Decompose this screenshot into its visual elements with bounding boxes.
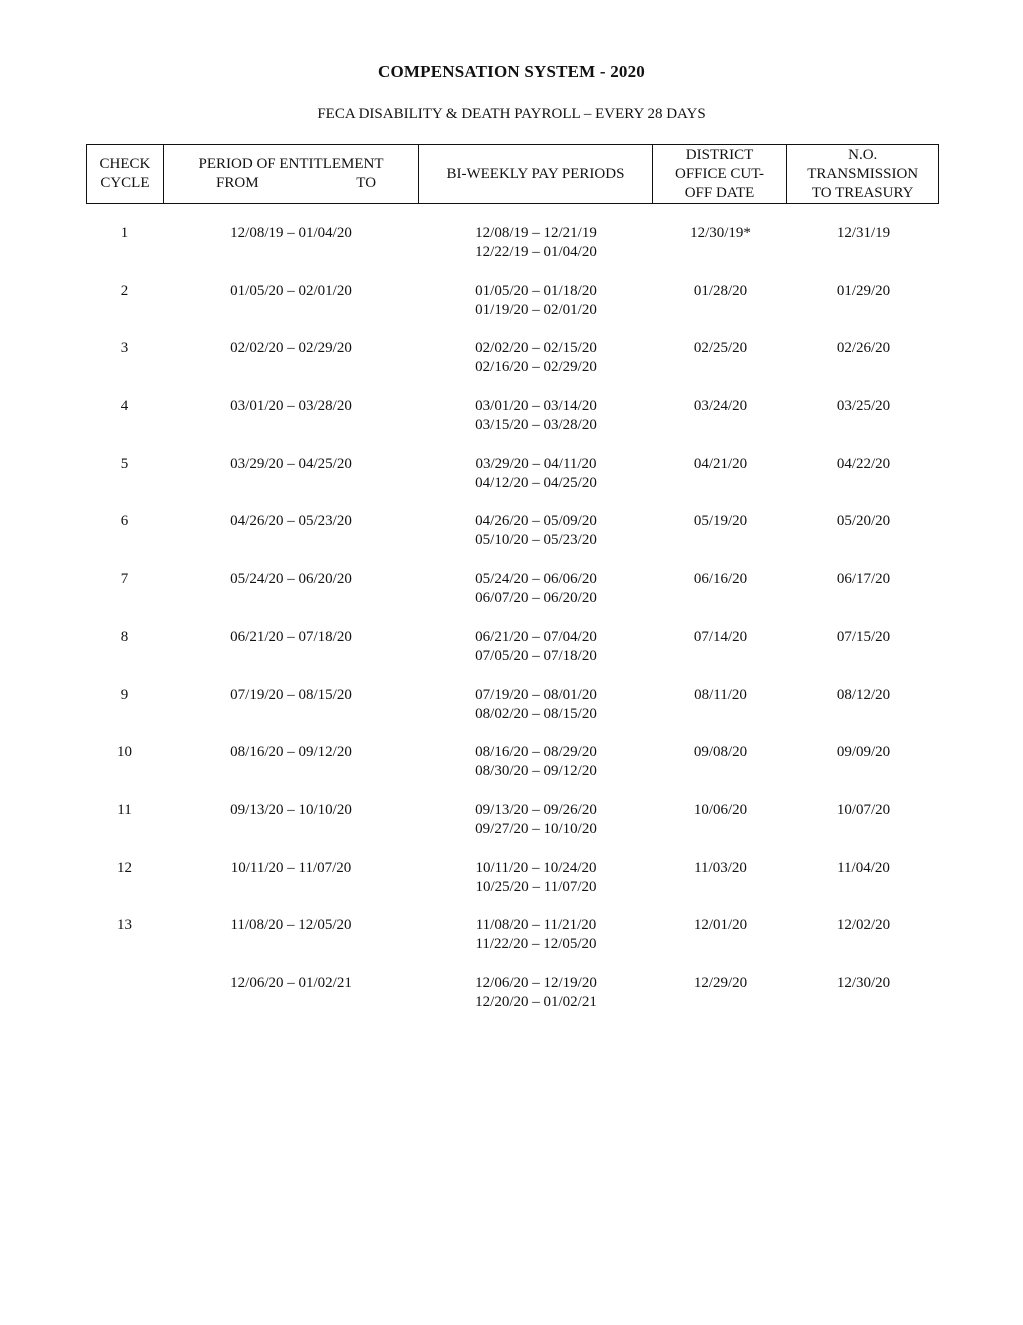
cutoff-date-cell: 12/01/20: [693, 917, 748, 934]
cutoff-date-cell: 12/29/20: [693, 974, 748, 991]
cutoff-date-cell: 09/08/20: [693, 744, 748, 761]
header-check-cycle: [87, 145, 164, 203]
transmission-date-cell: 07/15/20: [836, 628, 891, 645]
pay-period: 04/12/20 – 04/25/20: [475, 474, 597, 491]
check-cycle-cell: 8: [120, 628, 129, 645]
header-period-of-entitlement: [164, 145, 419, 203]
entitlement-cell: 06/21/20 – 07/18/20: [230, 628, 352, 645]
pay-periods-cell: [419, 397, 653, 455]
pay-period: 11/22/20 – 12/05/20: [475, 936, 597, 953]
pay-period: 12/20/20 – 01/02/21: [475, 993, 597, 1010]
cutoff-date-cell: 01/28/20: [693, 282, 748, 299]
entitlement-cell: 03/29/20 – 04/25/20: [230, 455, 352, 472]
pay-periods-cell: [419, 801, 653, 859]
table-header: [86, 144, 939, 204]
check-cycle-cell: 7: [120, 571, 129, 588]
cutoff-date-cell: 12/30/19*: [690, 225, 751, 241]
pay-periods-cell: [419, 686, 653, 744]
check-cycle-cell: 2: [120, 282, 129, 299]
transmission-date-cell: 08/12/20: [836, 686, 891, 703]
pay-period: 03/15/20 – 03/28/20: [475, 417, 597, 434]
table-row: [86, 686, 939, 744]
pay-period: 06/07/20 – 06/20/20: [475, 590, 597, 607]
cutoff-date-cell: 05/19/20: [693, 513, 748, 530]
table-row: [86, 282, 939, 340]
pay-period: 01/05/20 – 01/18/20: [475, 282, 597, 299]
header-transmission-line: TO TREASURY: [811, 184, 914, 201]
pay-period: 01/19/20 – 02/01/20: [475, 301, 597, 318]
pay-periods-cell: [419, 859, 653, 917]
table-row: [86, 859, 939, 917]
transmission-date-cell: 05/20/20: [836, 513, 891, 530]
transmission-date-cell: 02/26/20: [836, 340, 891, 357]
pay-period: 08/30/20 – 09/12/20: [475, 763, 597, 780]
pay-periods-cell: [419, 916, 653, 974]
transmission-date-cell: 12/30/20: [836, 974, 891, 991]
transmission-date-cell: 11/04/20: [837, 859, 890, 876]
entitlement-cell: 12/08/19 – 01/04/20: [230, 225, 352, 241]
pay-periods-cell: [419, 224, 653, 282]
table-row: [86, 570, 939, 628]
pay-period: 08/16/20 – 08/29/20: [475, 744, 597, 761]
table-row: [86, 512, 939, 570]
transmission-date-cell: 01/29/20: [836, 282, 891, 299]
pay-period: 05/10/20 – 05/23/20: [475, 532, 597, 549]
cutoff-date-cell: 03/24/20: [693, 398, 748, 415]
cutoff-date-cell: 10/06/20: [693, 801, 748, 818]
pay-periods-cell: [419, 628, 653, 686]
transmission-date-cell: 03/25/20: [836, 398, 891, 415]
transmission-date-cell: 12/02/20: [836, 917, 891, 934]
check-cycle-cell: 12: [117, 859, 132, 876]
pay-period: 11/08/20 – 11/21/20: [475, 917, 597, 934]
table-row: [86, 397, 939, 455]
table-row: [86, 743, 939, 801]
table-row: [86, 455, 939, 513]
pay-periods-cell: [419, 570, 653, 628]
transmission-date-cell: 04/22/20: [836, 455, 891, 472]
pay-period: 03/01/20 – 03/14/20: [475, 398, 597, 415]
check-cycle-cell: 3: [120, 340, 129, 357]
pay-period: 04/26/20 – 05/09/20: [475, 513, 597, 530]
entitlement-cell: 01/05/20 – 02/01/20: [230, 282, 352, 299]
cutoff-date-cell: 08/11/20: [694, 686, 747, 703]
pay-period: 10/25/20 – 11/07/20: [475, 878, 597, 895]
header-biweekly-label: BI-WEEKLY PAY PERIODS: [446, 165, 625, 182]
check-cycle-cell: [86, 974, 163, 1032]
header-transmission-line: N.O.: [848, 146, 878, 163]
entitlement-cell: 08/16/20 – 09/12/20: [230, 744, 352, 761]
pay-period: 09/13/20 – 09/26/20: [475, 801, 597, 818]
pay-period: 02/02/20 – 02/15/20: [475, 340, 597, 357]
entitlement-cell: 07/19/20 – 08/15/20: [230, 686, 352, 703]
header-district-line: OFF DATE: [684, 184, 755, 201]
header-district-line: DISTRICT: [685, 146, 754, 163]
header-to: TO: [356, 175, 377, 191]
cutoff-date-cell: 07/14/20: [693, 628, 748, 645]
entitlement-cell: 11/08/20 – 12/05/20: [230, 917, 352, 934]
pay-period: 08/02/20 – 08/15/20: [475, 705, 597, 722]
schedule-table-body: [86, 224, 939, 1032]
table-row: [86, 628, 939, 686]
pay-period: 05/24/20 – 06/06/20: [475, 571, 597, 588]
pay-period: 07/05/20 – 07/18/20: [475, 647, 597, 664]
header-transmission-line: TRANSMISSION: [807, 165, 919, 182]
pay-periods-cell: [419, 282, 653, 340]
entitlement-cell: 04/26/20 – 05/23/20: [230, 513, 352, 530]
transmission-date-cell: 12/31/19: [836, 225, 891, 241]
check-cycle-cell: 6: [120, 513, 129, 530]
pay-period: 02/16/20 – 02/29/20: [475, 359, 597, 376]
check-cycle-cell: 1: [120, 225, 129, 241]
pay-period: 12/06/20 – 12/19/20: [475, 974, 597, 991]
header-biweekly-pay-periods: [419, 145, 652, 203]
transmission-date-cell: 10/07/20: [836, 801, 891, 818]
check-cycle-cell: 4: [120, 398, 129, 415]
transmission-date-cell: 06/17/20: [836, 571, 891, 588]
header-entitlement-label: PERIOD OF ENTITLEMENT: [198, 156, 384, 172]
pay-period: 07/19/20 – 08/01/20: [475, 686, 597, 703]
page-subtitle: FECA DISABILITY & DEATH PAYROLL – EVERY 28 DAYS: [317, 106, 706, 122]
header-check-cycle-line: CYCLE: [100, 175, 150, 191]
page-title: COMPENSATION SYSTEM - 2020: [378, 62, 645, 81]
entitlement-cell: 10/11/20 – 11/07/20: [230, 859, 352, 876]
check-cycle-cell: 5: [120, 455, 129, 472]
pay-periods-cell: [419, 339, 653, 397]
pay-period: 06/21/20 – 07/04/20: [475, 628, 597, 645]
pay-period: 10/11/20 – 10/24/20: [475, 859, 597, 876]
table-row: [86, 224, 939, 282]
pay-periods-cell: [419, 455, 653, 513]
pay-period: 12/08/19 – 12/21/19: [475, 225, 597, 241]
check-cycle-cell: 9: [120, 686, 129, 703]
entitlement-cell: 05/24/20 – 06/20/20: [230, 571, 352, 588]
check-cycle-cell: 10: [117, 744, 132, 761]
entitlement-cell: 12/06/20 – 01/02/21: [230, 974, 352, 991]
table-row: [86, 916, 939, 974]
header-district-cutoff: [653, 145, 788, 203]
header-check-cycle-line: CHECK: [99, 156, 151, 172]
check-cycle-cell: 13: [117, 917, 132, 934]
table-row: [86, 974, 939, 1032]
check-cycle-cell: 11: [117, 801, 132, 818]
cutoff-date-cell: 04/21/20: [693, 455, 748, 472]
entitlement-cell: 09/13/20 – 10/10/20: [230, 801, 352, 818]
pay-period: 09/27/20 – 10/10/20: [475, 820, 597, 837]
header-district-line: OFFICE CUT-: [675, 165, 765, 182]
pay-periods-cell: [419, 743, 653, 801]
pay-periods-cell: [419, 512, 653, 570]
pay-period: 03/29/20 – 04/11/20: [475, 455, 597, 472]
cutoff-date-cell: 02/25/20: [693, 340, 748, 357]
cutoff-date-cell: 11/03/20: [694, 859, 747, 876]
pay-periods-cell: [419, 974, 653, 1032]
transmission-date-cell: 09/09/20: [836, 744, 891, 761]
table-row: [86, 801, 939, 859]
cutoff-date-cell: 06/16/20: [693, 571, 748, 588]
header-from-to: [206, 174, 376, 193]
pay-period: 12/22/19 – 01/04/20: [475, 244, 597, 260]
header-from: FROM: [216, 175, 259, 191]
header-transmission: [787, 145, 938, 203]
entitlement-cell: 02/02/20 – 02/29/20: [230, 340, 352, 357]
entitlement-cell: 03/01/20 – 03/28/20: [230, 398, 352, 415]
table-row: [86, 339, 939, 397]
